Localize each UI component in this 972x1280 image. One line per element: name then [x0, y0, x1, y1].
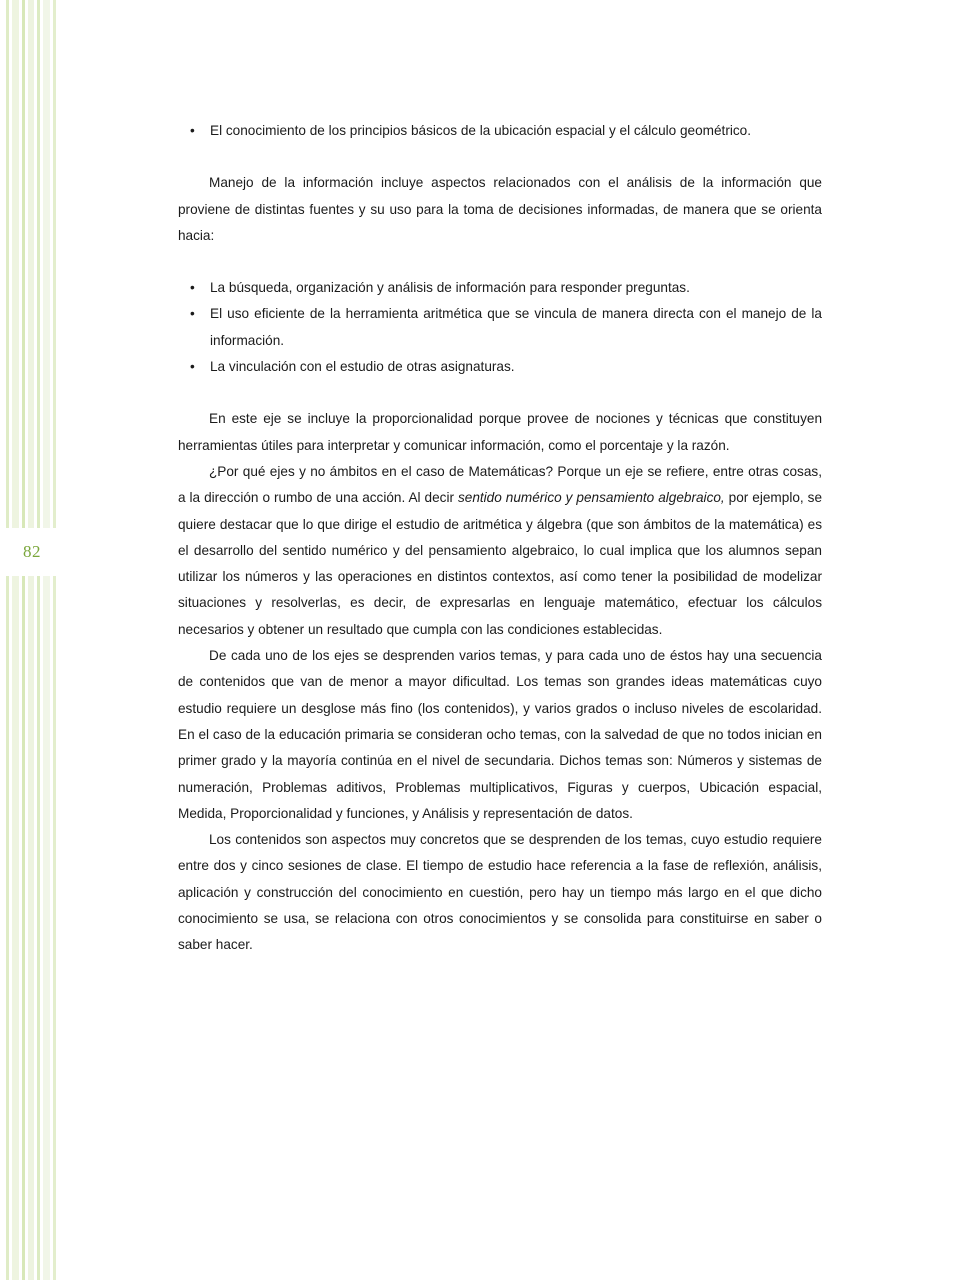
paragraph-4: De cada uno de los ejes se desprenden varios temas, y para cada uno de éstos hay una secuencia de contenidos que van de menor a mayor dificultad. Los temas son grandes ideas matemáticas cuyo estudio requiere un desglose más fino (los contenidos), y varios grados o incluso niveles de escolaridad. En el caso de la educación primaria se consideran ocho temas, con la salvedad de que no todos inician en primer grado y la mayoría continúa en el nivel de secundaria. Dichos temas son: Números y sistemas de numeración, Problemas aditivos, Problemas multiplicativos, Figuras y cuerpos, Ubicación espacial, Medida, Proporcionalidad y funciones, y Análisis y representación de datos.	[178, 648, 822, 821]
stripe	[53, 0, 56, 1280]
stripe	[43, 0, 50, 1280]
stripe	[6, 0, 9, 1280]
paragraph-5: Los contenidos son aspectos muy concretos que se desprenden de los temas, cuyo estudio requiere entre dos y cinco sesiones de clase. El tiempo de estudio hace referencia a la fase de reflexión, análisis, aplicación y construcción del conocimiento en cuestión, pero hay un tiempo más largo en el que dicho conocimiento se usa, se relaciona con otros conocimientos y se consolida para constituirse en saber o saber hacer.	[178, 832, 822, 953]
stripe	[37, 0, 40, 1280]
list-item-text: La vinculación con el estudio de otras asignaturas.	[210, 359, 515, 375]
paragraph-3-text-a: ¿Por qué ejes y no ámbitos en el caso de Matemáticas? Porque un eje se refiere, entre otras cosas, a la dirección o rumbo de una acción. Al decir	[178, 463, 822, 506]
page-number-tab	[0, 528, 64, 576]
bullet-glyph: •	[190, 123, 195, 138]
bullet-glyph: •	[190, 359, 195, 375]
paragraph-3-emphasis: sentido numérico y pensamiento algebraico,	[457, 490, 725, 506]
paragraph-1: Manejo de la información incluye aspectos relacionados con el análisis de la información que proviene de distintas fuentes y su uso para la toma de decisiones informadas, de manera que se orienta hacia:	[178, 175, 822, 243]
page-content	[178, 118, 822, 959]
list-item	[178, 354, 822, 380]
page-number: 82	[23, 542, 41, 561]
stripe	[28, 0, 34, 1280]
bullet-glyph: •	[190, 280, 195, 296]
spacer	[178, 249, 822, 275]
spacer	[178, 144, 822, 170]
paragraph-2: En este eje se incluye la proporcionalidad porque provee de nociones y técnicas que constituyen herramientas útiles para interpretar y comunicar información, como el porcentaje y la razón.	[178, 411, 822, 453]
stripe	[22, 0, 25, 1280]
bullet-list-2	[178, 275, 822, 380]
paragraph-3	[178, 459, 822, 643]
decorative-stripe-band	[0, 0, 64, 1280]
list-item-text: El uso eficiente de la herramienta aritmética que se vincula de manera directa con el manejo de la información.	[210, 306, 822, 348]
list-item-text: El conocimiento de los principios básicos de la ubicación espacial y el cálculo geométrico.	[210, 123, 752, 138]
spacer	[178, 380, 822, 406]
list-item	[178, 275, 822, 301]
list-item	[178, 301, 822, 354]
stripe	[12, 0, 19, 1280]
bullet-glyph: •	[190, 306, 195, 322]
paragraph-3-text-b: por ejemplo, se quiere destacar que lo que dirige el estudio de aritmética y álgebra (que son ámbitos de la matemática) es el desarrollo del sentido numérico y del pensamiento algebraico, lo cual implica que los alumnos sepan utilizar los números y las operaciones en distintos contextos, así como tener la posibilidad de modelizar situaciones y resolverlas, es decir, de expresarlas en lenguaje matemático, efectuar los cálculos necesarios y obtener un resultado que cumpla con las condiciones establecidas.	[178, 490, 823, 637]
list-item	[178, 118, 822, 144]
list-item-text: La búsqueda, organización y análisis de información para responder preguntas.	[210, 280, 690, 296]
bullet-list-1	[178, 118, 822, 144]
